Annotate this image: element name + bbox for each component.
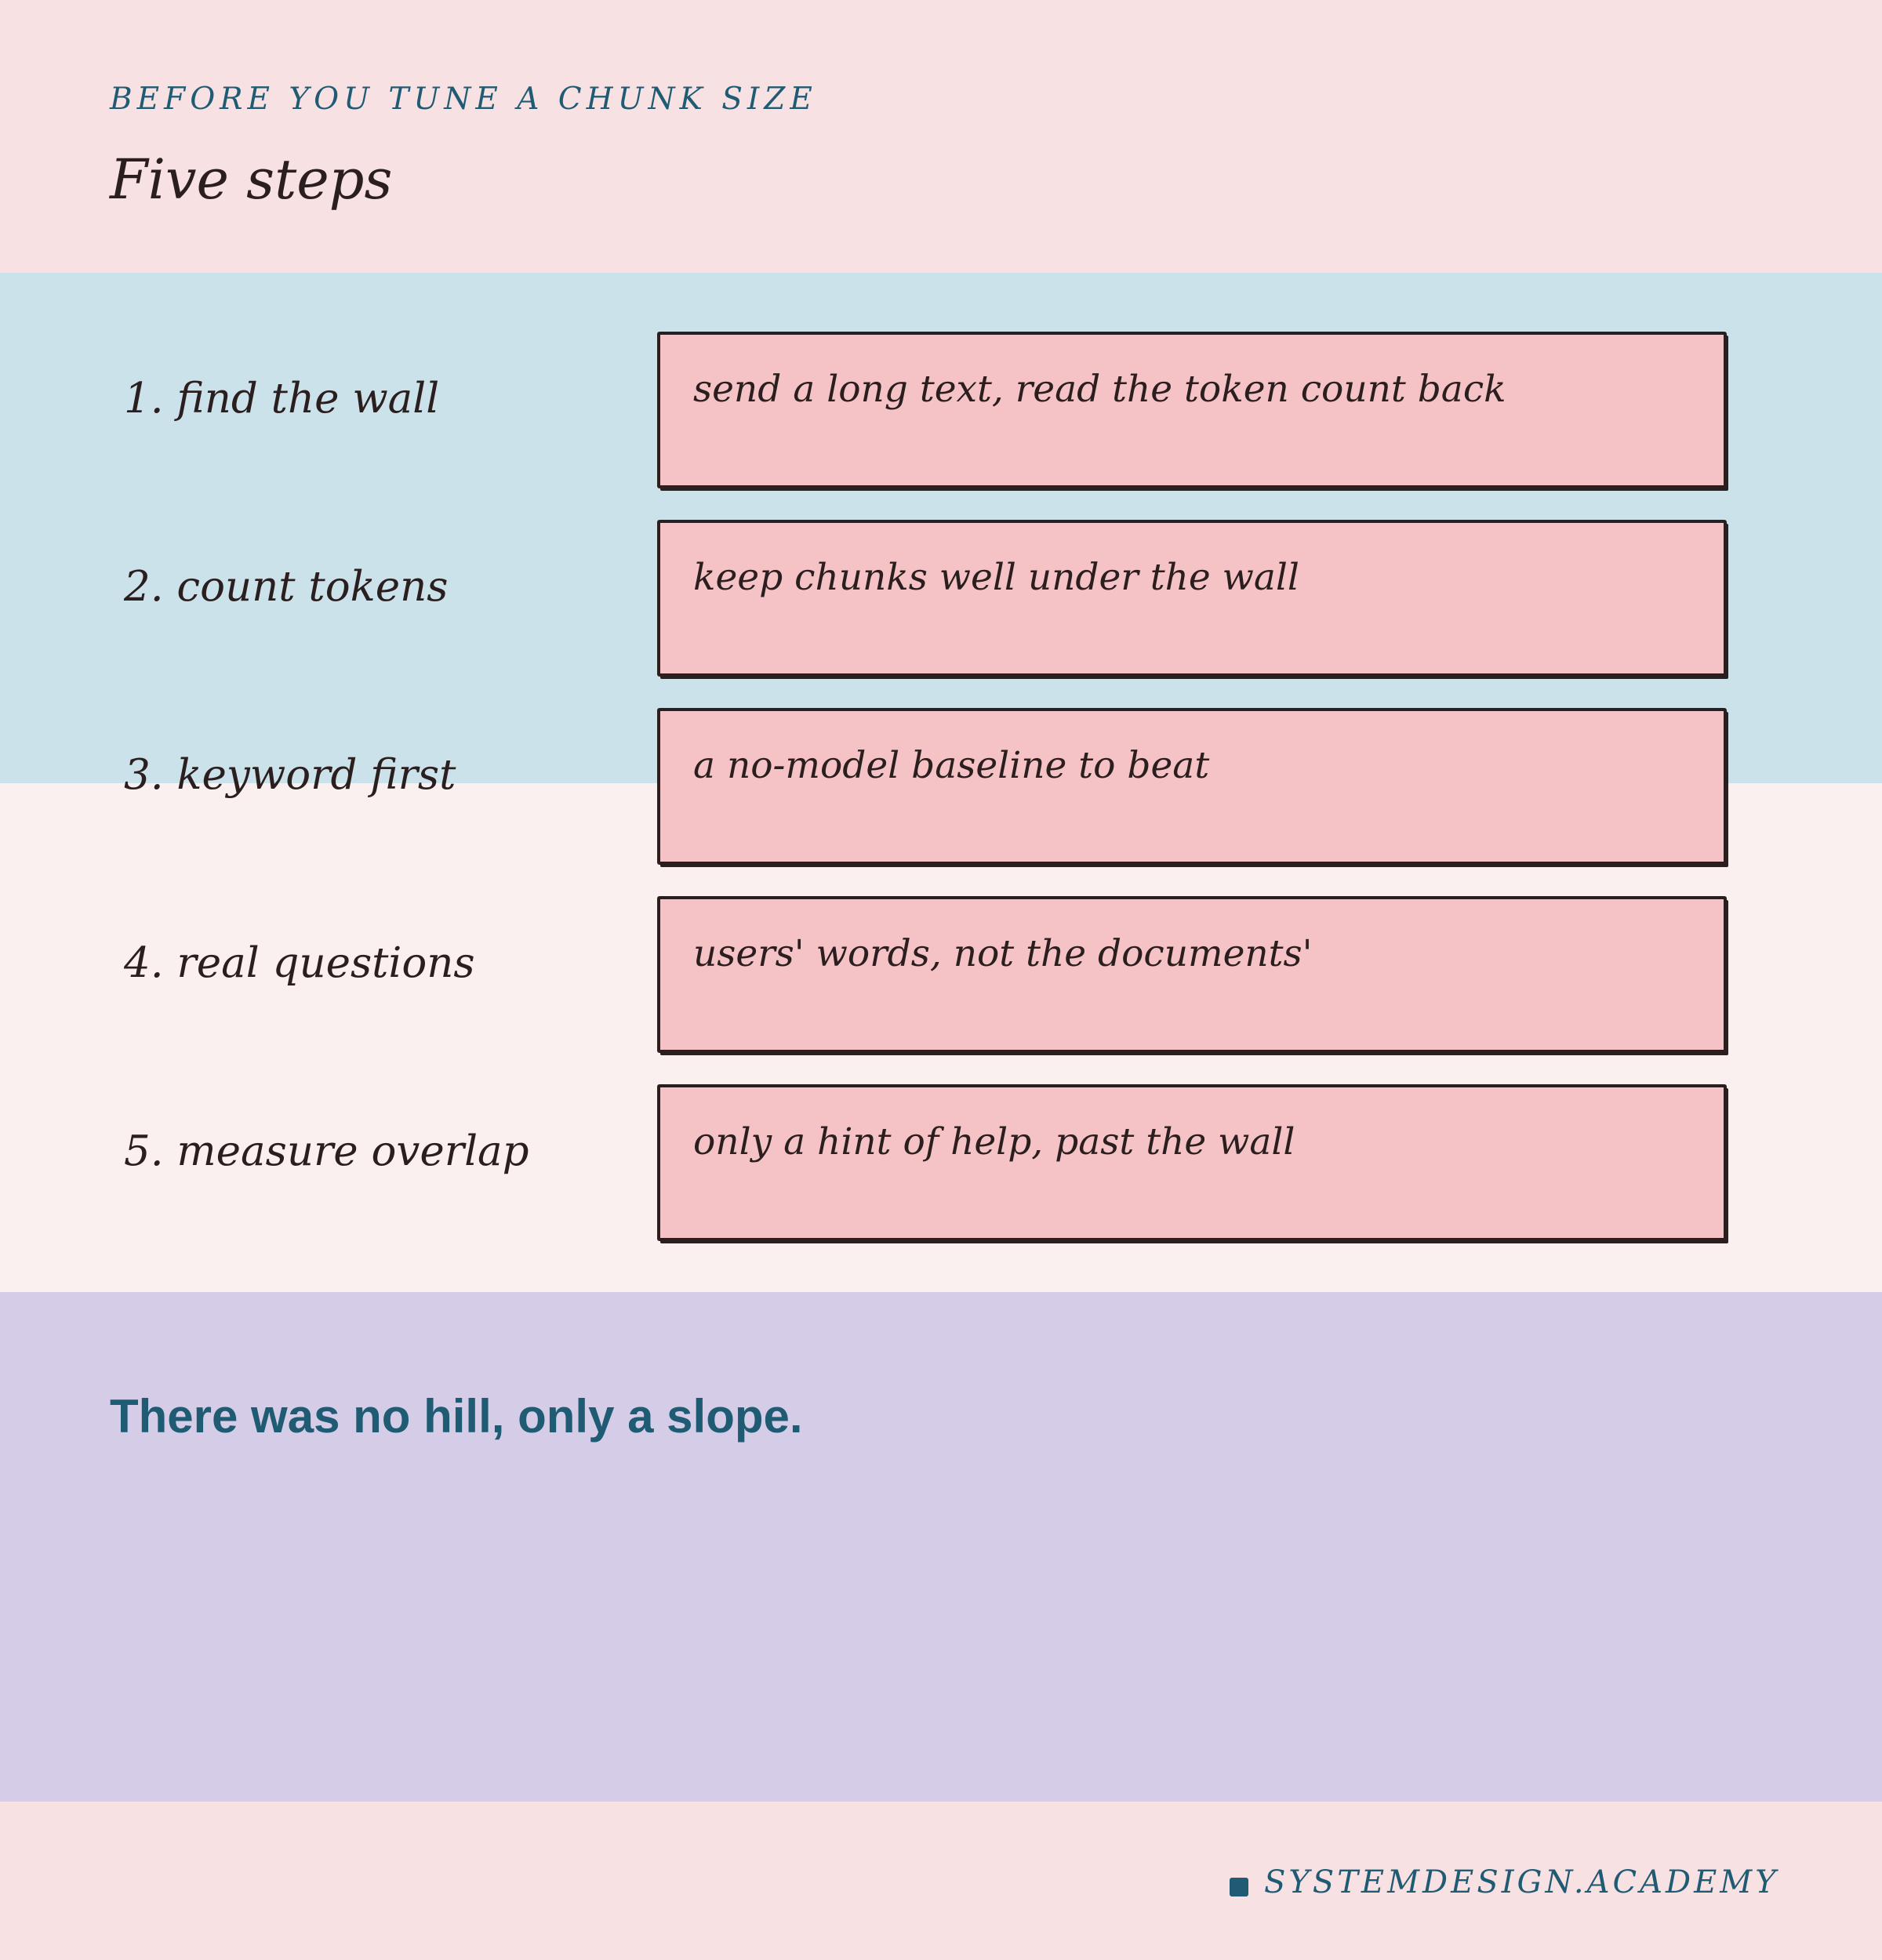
- step-label-3: 3. keyword first: [124, 751, 456, 799]
- step-label-2: 2. count tokens: [124, 563, 449, 611]
- step-card-4: [657, 896, 1727, 1053]
- step-note-4: users' words, not the documents': [693, 932, 1313, 975]
- page-title: Five steps: [110, 147, 393, 212]
- step-note-5: only a hint of help, past the wall: [693, 1120, 1295, 1163]
- takeaway-band: [0, 1292, 1882, 1802]
- kicker: BEFORE YOU TUNE A CHUNK SIZE: [110, 82, 817, 117]
- step-card-2: [657, 520, 1727, 677]
- step-label-5: 5. measure overlap: [124, 1127, 529, 1175]
- step-card-5: [657, 1084, 1727, 1241]
- step-label-4: 4. real questions: [124, 939, 475, 987]
- step-card-1: [657, 332, 1727, 488]
- brand-square-icon: [1230, 1878, 1248, 1896]
- header-band: [0, 0, 1882, 273]
- step-note-2: keep chunks well under the wall: [693, 556, 1299, 599]
- takeaway-text: There was no hill, only a slope.: [110, 1390, 803, 1443]
- step-label-1: 1. find the wall: [124, 375, 440, 423]
- brand-link[interactable]: SYSTEMDESIGN.ACADEMY: [1264, 1864, 1779, 1900]
- step-note-3: a no-model baseline to beat: [693, 744, 1210, 787]
- step-note-1: send a long text, read the token count back: [693, 368, 1506, 411]
- step-card-3: [657, 708, 1727, 865]
